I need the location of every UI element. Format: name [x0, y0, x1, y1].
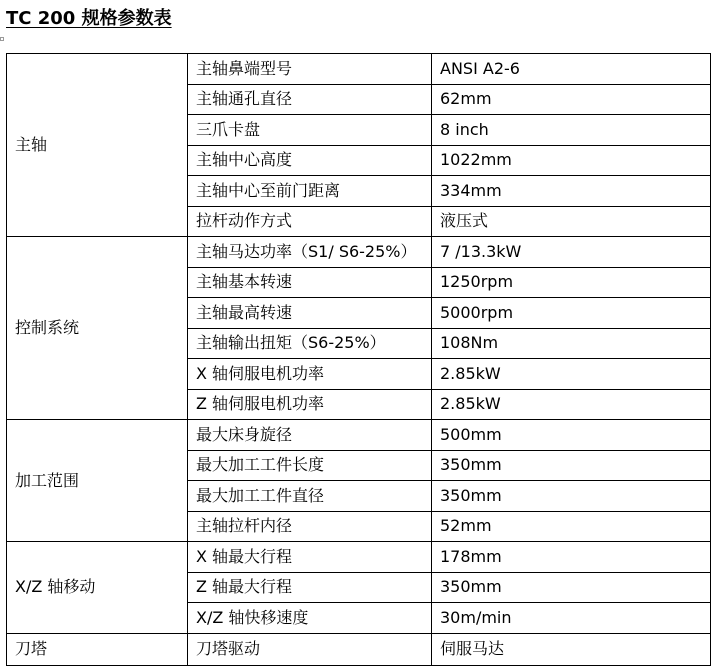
table-row	[7, 54, 711, 85]
param-value: 52mm	[432, 511, 711, 542]
param-value: 2.85kW	[432, 389, 711, 420]
anchor-marker	[0, 37, 4, 41]
param-name: 主轴鼻端型号	[188, 54, 432, 85]
param-name: X 轴伺服电机功率	[188, 359, 432, 390]
param-value: 8 inch	[432, 115, 711, 146]
param-value: 液压式	[432, 206, 711, 237]
param-name: X 轴最大行程	[188, 542, 432, 573]
param-value: 2.85kW	[432, 359, 711, 390]
param-value: 30m/min	[432, 603, 711, 634]
param-name: X/Z 轴快移速度	[188, 603, 432, 634]
param-value: 1022mm	[432, 145, 711, 176]
param-value: 62mm	[432, 84, 711, 115]
param-name: 最大加工工件直径	[188, 481, 432, 512]
param-value: ANSI A2-6	[432, 54, 711, 85]
param-name: 主轴中心高度	[188, 145, 432, 176]
group-label: 控制系统	[7, 237, 188, 420]
table-row	[7, 633, 711, 665]
table-row	[7, 420, 711, 451]
param-name: 拉杆动作方式	[188, 206, 432, 237]
param-name: Z 轴伺服电机功率	[188, 389, 432, 420]
group-label: X/Z 轴移动	[7, 542, 188, 634]
table-row	[7, 542, 711, 573]
param-value: 350mm	[432, 450, 711, 481]
page-title: TC 200 规格参数表	[6, 8, 172, 29]
param-name: 主轴输出扭矩（S6-25%）	[188, 328, 432, 359]
param-value: 7 /13.3kW	[432, 237, 711, 268]
param-name: 刀塔驱动	[188, 633, 432, 665]
param-value: 5000rpm	[432, 298, 711, 329]
param-value: 108Nm	[432, 328, 711, 359]
spec-table	[6, 53, 711, 666]
param-name: Z 轴最大行程	[188, 572, 432, 603]
param-name: 主轴最高转速	[188, 298, 432, 329]
group-label: 加工范围	[7, 420, 188, 542]
param-name: 主轴拉杆内径	[188, 511, 432, 542]
param-value: 350mm	[432, 572, 711, 603]
param-value: 1250rpm	[432, 267, 711, 298]
param-value: 350mm	[432, 481, 711, 512]
param-name: 最大加工工件长度	[188, 450, 432, 481]
param-name: 最大床身旋径	[188, 420, 432, 451]
param-value: 334mm	[432, 176, 711, 207]
param-name: 主轴通孔直径	[188, 84, 432, 115]
group-label: 刀塔	[7, 633, 188, 665]
param-name: 主轴马达功率（S1/ S6-25%）	[188, 237, 432, 268]
param-name: 主轴中心至前门距离	[188, 176, 432, 207]
param-value: 500mm	[432, 420, 711, 451]
table-row	[7, 237, 711, 268]
param-value: 伺服马达	[432, 633, 711, 665]
param-name: 主轴基本转速	[188, 267, 432, 298]
param-value: 178mm	[432, 542, 711, 573]
param-name: 三爪卡盘	[188, 115, 432, 146]
group-label: 主轴	[7, 54, 188, 237]
